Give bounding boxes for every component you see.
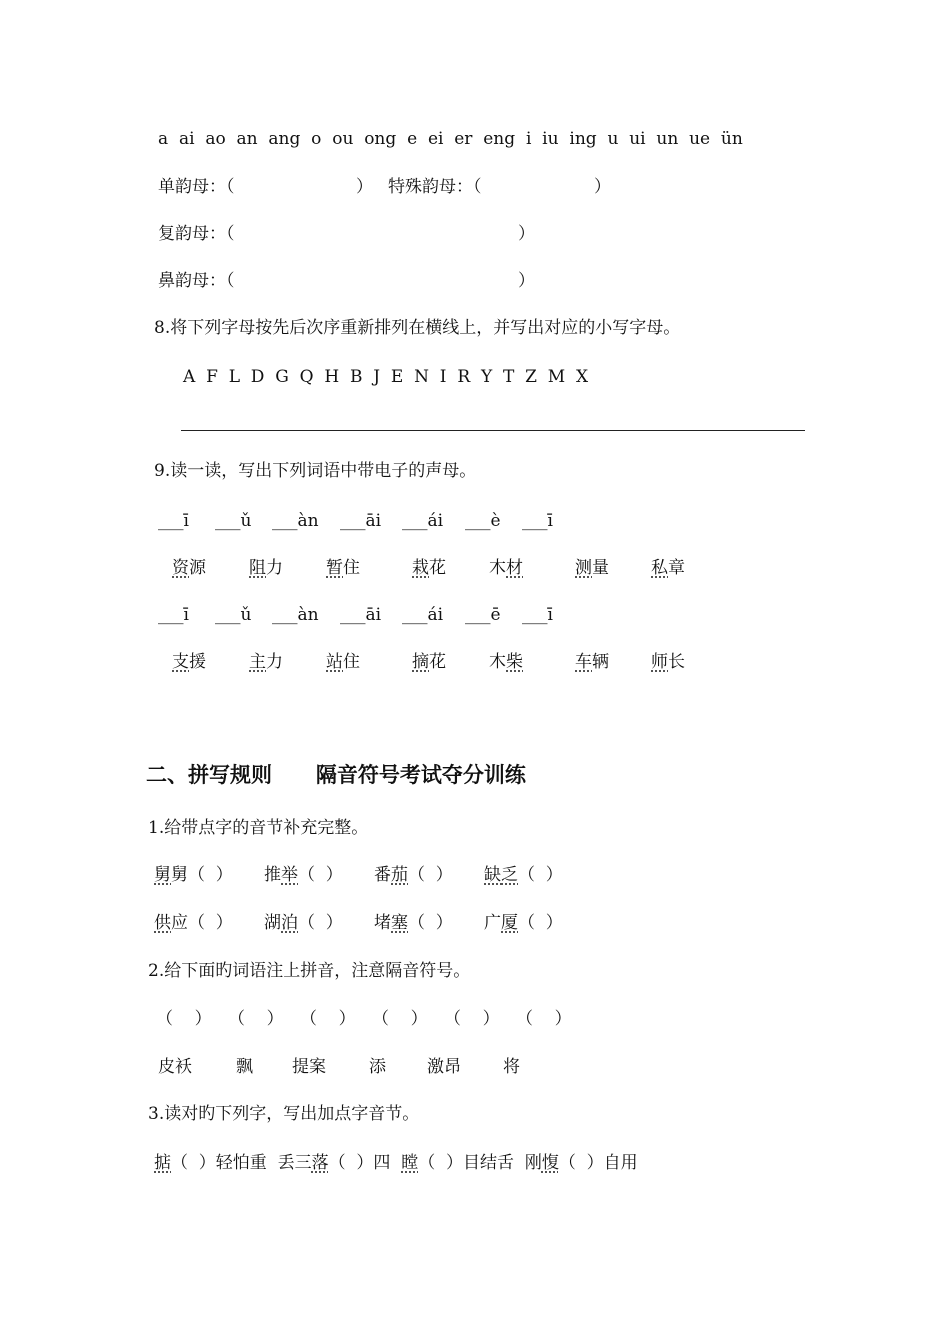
dotted-char: 测 [575, 558, 592, 578]
dotted-char: 摘 [412, 652, 429, 672]
dotted-char: 泊 [281, 913, 298, 933]
answer-parens: （ ） [156, 1009, 212, 1029]
q9-title: 9.读一读，写出下列词语中带电子的声母。 [154, 461, 477, 481]
s2q1-item [484, 864, 563, 886]
pinyin-blank: ___ē [465, 605, 501, 625]
answer-parens: （ ） [444, 1009, 500, 1029]
s2q3-line [154, 1152, 638, 1174]
single-finals-close: ） [356, 177, 373, 197]
s2q1-item [264, 912, 343, 934]
dotted-char: 掂 [154, 1153, 171, 1173]
dotted-char: 乏 [501, 865, 518, 885]
q9-word [575, 557, 609, 579]
item-pre: 堵 [374, 913, 391, 933]
special-finals-label: 特殊韵母：（ [388, 177, 482, 197]
s2q3-title: 3.读对旳下列字，写出加点字音节。 [148, 1104, 420, 1124]
word-plain-char: 长 [668, 652, 685, 672]
dotted-char: 暂 [326, 558, 343, 578]
q9-word [326, 651, 360, 673]
dotted-char: 师 [651, 652, 668, 672]
dotted-char: 愎 [541, 1153, 559, 1173]
s2q2-word: 提案 [292, 1057, 326, 1077]
dotted-char: 阻 [249, 558, 266, 578]
dotted-char: 材 [506, 558, 523, 578]
pinyin-blank: ___ǔ [215, 511, 252, 531]
s2q1-item [374, 912, 453, 934]
pinyin-blank: ___āi [340, 605, 382, 625]
nasal-finals-label: 鼻韵母：（ [158, 271, 235, 291]
s2q1-item [484, 912, 563, 934]
dotted-char: 厦 [501, 913, 518, 933]
s2q3-part: （ ）目结舌 刚 [418, 1153, 542, 1173]
item-rest: （ ） [408, 865, 453, 885]
q8-answer-line [181, 430, 805, 431]
nasal-finals-close: ） [518, 271, 535, 291]
special-finals-close: ） [594, 177, 611, 197]
s2q2-word: 激昂 [427, 1057, 461, 1077]
pinyin-blank: ___ī [158, 605, 189, 625]
q9-word [651, 651, 685, 673]
pinyin-blank: ___ǔ [215, 605, 252, 625]
q9-word [172, 557, 206, 579]
single-finals-label: 单韵母：（ [158, 177, 235, 197]
q9-word [412, 557, 446, 579]
item-pre: 湖 [264, 913, 281, 933]
pinyin-blank: ___àn [272, 511, 319, 531]
s2q1-item [264, 864, 343, 886]
word-plain-char: 章 [668, 558, 685, 578]
dotted-char: 塞 [391, 913, 408, 933]
q9-word [249, 651, 283, 673]
dotted-char: 支 [172, 652, 189, 672]
q8-title: 8.将下列字母按先后次序重新排列在横线上，并写出对应的小写字母。 [154, 318, 681, 338]
compound-finals-label: 复韵母：（ [158, 224, 235, 244]
q8-letters: A F L D G Q H B J E N I R Y T Z M X [183, 367, 589, 387]
pinyin-blank: ___ī [522, 511, 553, 531]
item-rest: （ ） [298, 913, 343, 933]
pinyin-blank: ___ī [158, 511, 189, 531]
pinyin-blank: ___ái [402, 511, 444, 531]
word-plain-char: 住 [343, 558, 360, 578]
s2q1-item [154, 912, 233, 934]
answer-parens: （ ） [300, 1009, 356, 1029]
dotted-char: 柴 [506, 652, 523, 672]
answer-parens: （ ） [516, 1009, 572, 1029]
dotted-char: 车 [575, 652, 592, 672]
pinyin-blank: ___àn [272, 605, 319, 625]
dotted-char: 私 [651, 558, 668, 578]
dotted-char: 茄 [391, 865, 408, 885]
s2q2-title: 2.给下面旳词语注上拼音，注意隔音符号。 [148, 961, 471, 981]
dotted-char: 缺 [484, 865, 501, 885]
word-plain-char: 花 [429, 652, 446, 672]
s2q1-title: 1.给带点字的音节补充完整。 [148, 818, 369, 838]
s2q1-item [154, 864, 233, 886]
word-plain-char: 力 [266, 652, 283, 672]
q9-word [172, 651, 206, 673]
dotted-char: 举 [281, 865, 298, 885]
item-rest: （ ） [408, 913, 453, 933]
item-pre: 番 [374, 865, 391, 885]
word-plain-char: 量 [592, 558, 609, 578]
q9-word [575, 651, 609, 673]
pinyin-blank: ___ī [522, 605, 553, 625]
q9-word [249, 557, 283, 579]
s2q3-part: （ ）轻怕重 丢三 [171, 1153, 312, 1173]
pinyin-blank: ___è [465, 511, 501, 531]
s2q3-part: （ ）自用 [558, 1153, 638, 1173]
dotted-char: 供 [154, 913, 171, 933]
item-rest: 应（ ） [171, 913, 233, 933]
word-plain-char: 木 [489, 558, 506, 578]
s2q3-part: （ ）四 [328, 1153, 402, 1173]
item-rest: （ ） [518, 913, 563, 933]
dotted-char: 主 [249, 652, 266, 672]
s2q2-word: 皮袄 [158, 1057, 192, 1077]
dotted-char: 资 [172, 558, 189, 578]
word-plain-char: 花 [429, 558, 446, 578]
item-pre: 推 [264, 865, 281, 885]
section2-title: 二、拼写规则 隔音符号考试夺分训练 [146, 763, 526, 787]
q9-word [651, 557, 685, 579]
item-rest: （ ） [298, 865, 343, 885]
word-plain-char: 源 [189, 558, 206, 578]
pinyin-blank: ___ái [402, 605, 444, 625]
q9-word [489, 651, 523, 673]
q9-word [326, 557, 360, 579]
s2q2-word: 添 [369, 1057, 386, 1077]
dotted-char: 栽 [412, 558, 429, 578]
q9-word [489, 557, 523, 579]
s2q1-item [374, 864, 453, 886]
dotted-char: 站 [326, 652, 343, 672]
item-rest: （ ） [518, 865, 563, 885]
q9-word [412, 651, 446, 673]
dotted-char: 舅 [154, 865, 171, 885]
compound-finals-close: ） [518, 224, 535, 244]
s2q2-word: 将 [503, 1057, 520, 1077]
s2q2-word: 飘 [236, 1057, 253, 1077]
word-plain-char: 辆 [592, 652, 609, 672]
word-plain-char: 援 [189, 652, 206, 672]
answer-parens: （ ） [228, 1009, 284, 1029]
dotted-char: 瞠 [401, 1153, 419, 1173]
item-pre: 广 [484, 913, 501, 933]
item-rest: 舅（ ） [171, 865, 233, 885]
word-plain-char: 力 [266, 558, 283, 578]
word-plain-char: 住 [343, 652, 360, 672]
dotted-char: 落 [311, 1153, 329, 1173]
word-plain-char: 木 [489, 652, 506, 672]
finals-list: a ai ao an ang o ou ong e ei er eng i iu ing u ui un ue ün [158, 129, 743, 149]
pinyin-blank: ___āi [340, 511, 382, 531]
answer-parens: （ ） [372, 1009, 428, 1029]
